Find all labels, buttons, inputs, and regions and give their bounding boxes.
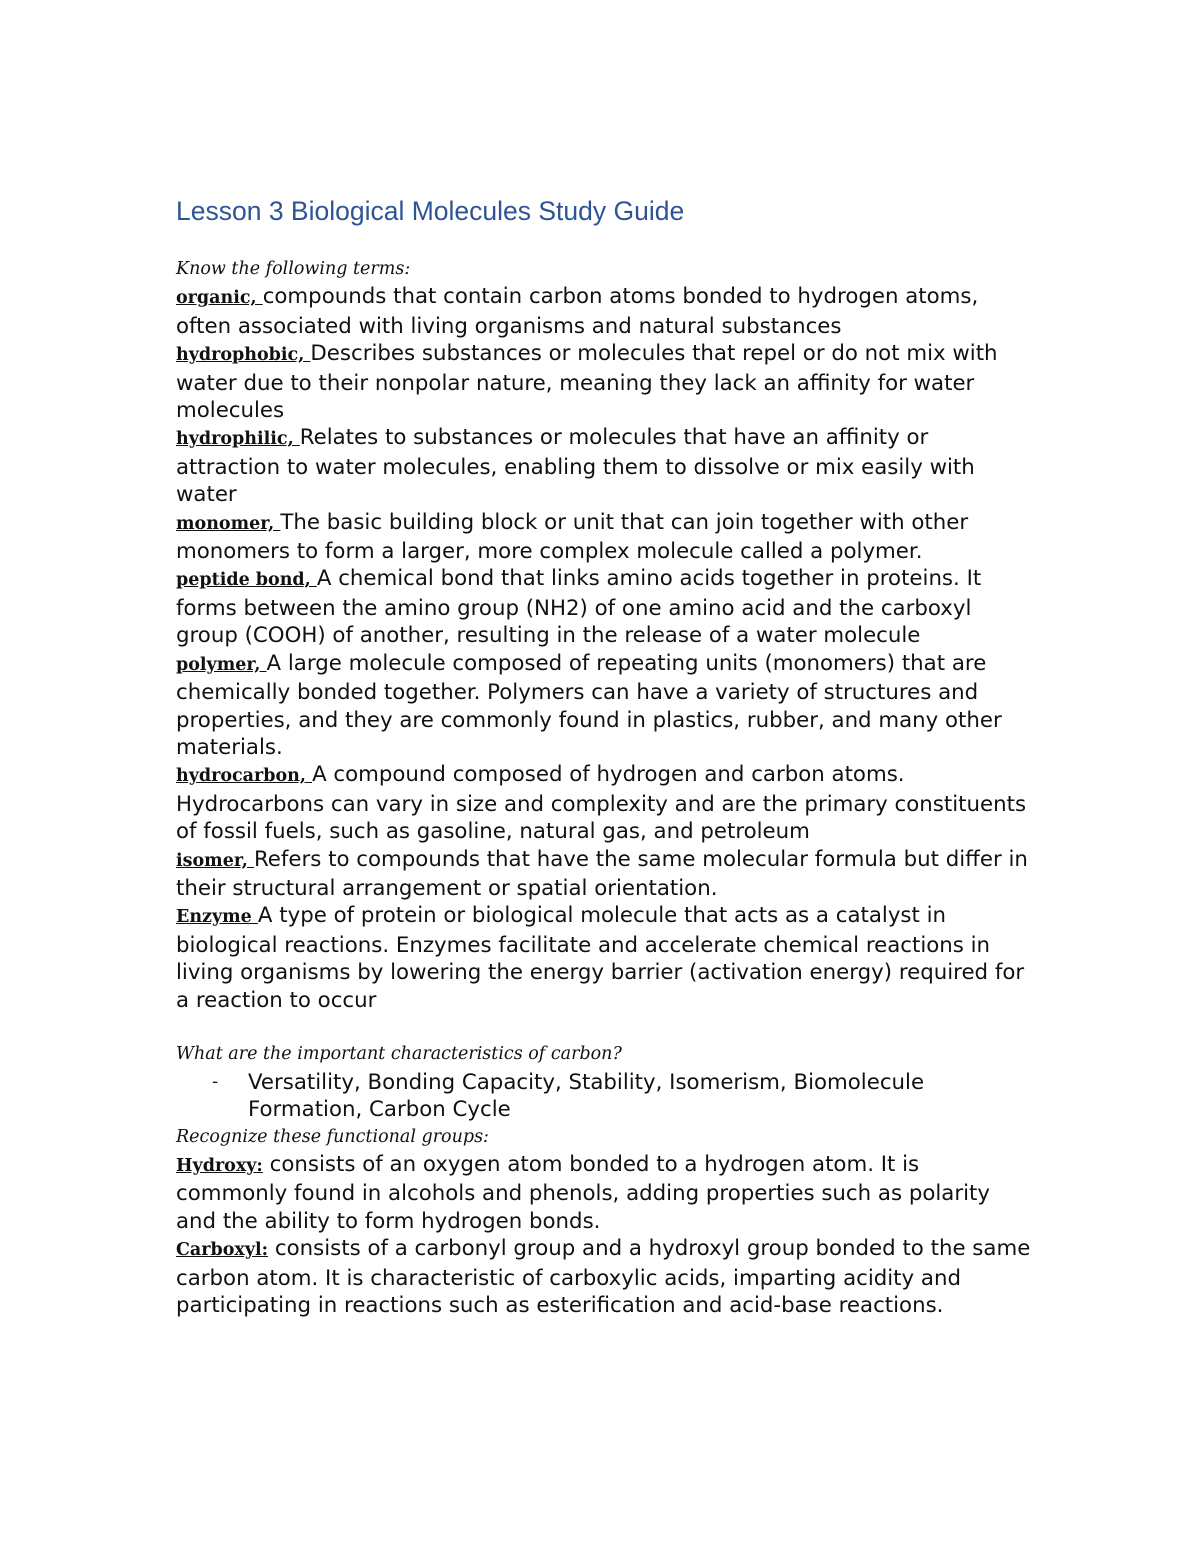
functional-group-definition: consists of an oxygen atom bonded to a hydrogen atom. It is commonly found in alcohols and phenols, adding properties such as polarity and the ability to form hydrogen bonds. [176, 1151, 990, 1234]
term-label: hydrophilic, [176, 429, 300, 450]
term-label: monomer, [176, 513, 281, 534]
term-entry [176, 902, 1036, 1014]
term-label: hydrocarbon, [176, 766, 313, 787]
term-definition: A large molecule composed of repeating units (monomers) that are chemically bonded together. Polymers can have a variety of structures and properties, and they are commonly found in plastics, rubber, and many other materials. [176, 650, 1002, 760]
term-entry [176, 650, 1036, 762]
term-label: organic, [176, 288, 263, 309]
term-definition: A compound composed of hydrogen and carbon atoms. Hydrocarbons can vary in size and complexity and are the primary constituents of fossil fuels, such as gasoline, natural gas, and petroleum [176, 762, 1027, 845]
term-entry [176, 283, 1036, 340]
spacer [176, 1014, 1036, 1041]
term-entry [176, 509, 1036, 566]
carbon-question: What are the important characteristics of carbon? [176, 1044, 622, 1065]
carbon-answer: Versatility, Bonding Capacity, Stability, Isomerism, Biomolecule Formation, Carbon Cycle [248, 1069, 925, 1123]
term-definition: Refers to compounds that have the same molecular formula but differ in their structural arrangement or spatial orientation. [176, 846, 1028, 901]
terms-intro: Know the following terms: [176, 259, 411, 279]
document-body [176, 256, 1036, 1319]
functional-group-label: Carboxyl: [176, 1240, 269, 1261]
term-label: polymer, [176, 654, 267, 675]
term-definition: compounds that contain carbon atoms bonded to hydrogen atoms, often associated with living organisms and natural substances [176, 284, 979, 339]
term-definition: The basic building block or unit that can join together with other monomers to form a larger, more complex molecule called a polymer. [176, 509, 969, 565]
functional-group-definition: consists of a carbonyl group and a hydroxyl group bonded to the same carbon atom. It is characteristic of carboxylic acids, imparting acidity and participating in reactions such as esterification and acid-base reactions. [176, 1236, 1031, 1319]
term-entry [176, 340, 1036, 424]
functional-group-entry [176, 1235, 1036, 1319]
term-entry [176, 846, 1036, 903]
term-label: hydrophobic, [176, 345, 311, 366]
functional-group-entry [176, 1151, 1036, 1235]
page-title: Lesson 3 Biological Molecules Study Guide [176, 196, 685, 226]
term-label: isomer, [176, 850, 254, 871]
term-entry [176, 424, 1036, 508]
term-label: Enzyme [176, 907, 258, 928]
functional-groups-heading: Recognize these functional groups: [176, 1126, 489, 1147]
term-definition: Relates to substances or molecules that have an affinity or attraction to water molecules, enabling them to dissolve or mix easily with water [176, 425, 975, 508]
term-definition: Describes substances or molecules that repel or do not mix with water due to their nonpolar nature, meaning they lack an affinity for water molecules [176, 341, 998, 424]
term-definition: A chemical bond that links amino acids together in proteins. It forms between the amino group (NH2) of one amino acid and the carboxyl group (COOH) of another, resulting in the release of a water molecule [176, 566, 982, 649]
term-entry [176, 565, 1036, 649]
functional-group-label: Hydroxy: [176, 1155, 263, 1176]
term-label: peptide bond, [176, 570, 317, 591]
term-definition: A type of protein or biological molecule that acts as a catalyst in biological reactions. Enzymes facilitate and accelerate chemical reactions in living organisms by lowering the energy barrier (activation energy) required for a reaction to occur [176, 903, 1025, 1013]
carbon-answer-bullet [176, 1069, 1036, 1124]
bullet-marker: - [212, 1071, 219, 1092]
term-entry [176, 761, 1036, 845]
